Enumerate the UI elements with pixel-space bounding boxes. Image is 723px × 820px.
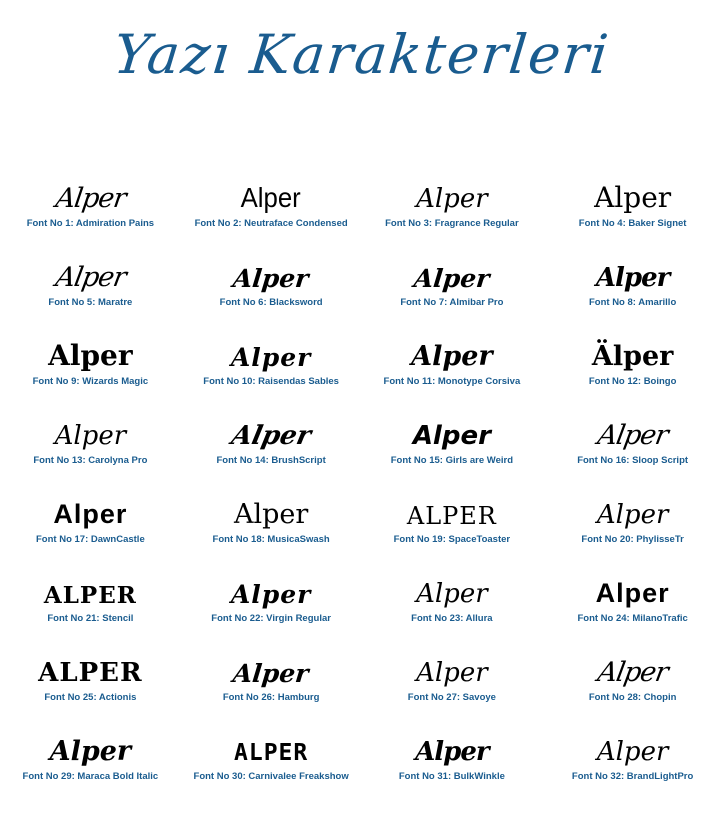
font-sample-text: Alper [595,578,670,608]
font-specimen-cell [0,545,181,624]
font-sample-text: Alper [416,579,488,609]
font-specimen-cell [542,387,723,466]
font-sample-text: Alper [53,183,128,214]
font-caption: Font No 18: MusicaSwash [212,534,330,545]
font-specimen-cell [362,703,543,782]
font-caption: Font No 25: Actionis [44,692,137,703]
font-caption: Font No 23: Allura [411,613,493,624]
page-header [0,0,723,108]
font-caption: Font No 10: Raisendas Sables [203,376,339,387]
font-caption: Font No 7: Almibar Pro [400,297,504,308]
font-specimen-cell [0,703,181,782]
font-caption: Font No 9: Wizards Magic [32,376,149,387]
font-caption: Font No 27: Savoye [407,692,496,703]
font-specimen-cell [181,387,362,466]
font-specimen-cell [542,466,723,545]
font-sample-text: Alper [230,343,312,372]
font-specimen-cell [542,150,723,229]
font-caption: Font No 8: Amarillo [588,297,677,308]
font-caption: Font No 12: Boingo [588,376,677,387]
font-specimen-cell [542,545,723,624]
font-sample-text: ALPER [406,502,497,530]
font-sample-text: Alper [596,737,669,767]
font-caption: Font No 21: Stencil [47,613,134,624]
font-sample-text: Alper [416,658,488,688]
font-sample-text: Alper [54,421,127,451]
font-caption: Font No 15: Girls are Weird [390,455,514,466]
font-sample-text: Alper [52,262,128,293]
font-sample-text: Alper [595,657,671,688]
font-specimen-cell [181,150,362,229]
font-caption: Font No 13: Carolyna Pro [33,455,148,466]
font-sample-text: Alper [594,181,672,214]
font-sample-text: Alper [241,182,302,213]
font-specimen-cell [181,703,362,782]
font-specimen-grid [0,150,723,782]
font-specimen-cell [362,308,543,387]
font-caption: Font No 28: Chopin [588,692,677,703]
font-sample-text: ALPER [43,582,137,609]
font-specimen-cell [542,229,723,308]
font-caption: Font No 1: Admiration Pains [26,218,155,229]
font-specimen-cell [0,150,181,229]
font-caption: Font No 2: Neutraface Condensed [194,218,348,229]
font-sample-text: Alper [411,341,493,372]
font-specimen-cell [362,466,543,545]
font-caption: Font No 5: Maratre [48,297,133,308]
font-specimen-cell [362,545,543,624]
font-caption: Font No 16: Sloop Script [577,455,689,466]
font-sample-text: Alper [48,339,133,372]
font-caption: Font No 32: BrandLightPro [571,771,694,782]
font-specimen-cell [362,229,543,308]
font-specimen-cell [181,624,362,703]
font-caption: Font No 3: Fragrance Regular [385,218,519,229]
font-sample-text: Alper [231,659,311,688]
font-sample-text: Alper [412,264,492,293]
font-specimen-cell [542,624,723,703]
font-sample-text: Alper [53,499,128,529]
font-caption: Font No 4: Baker Signet [578,218,687,229]
font-sample-text: Alper [233,499,309,530]
font-specimen-cell [181,308,362,387]
font-sample-text: Alper [231,264,311,293]
font-caption: Font No 14: BrushScript [216,455,326,466]
font-specimen-cell [181,229,362,308]
font-sample-text: Alper [230,580,312,609]
font-specimen-cell [181,466,362,545]
font-specimen-cell [362,150,543,229]
font-sample-text: Alper [49,736,132,767]
font-caption: Font No 11: Monotype Corsiva [383,376,521,387]
font-specimen-cell [0,387,181,466]
font-caption: Font No 30: Carnivalee Freakshow [193,771,349,782]
font-sample-text: Alper [228,421,314,451]
font-caption: Font No 17: DawnCastle [36,534,145,545]
font-specimen-cell [542,308,723,387]
font-specimen-cell [362,387,543,466]
font-specimen-cell [0,308,181,387]
font-sample-text: Alper [595,263,670,293]
font-sample-text: ALPER [234,740,309,766]
font-specimen-cell [362,624,543,703]
font-sample-text: Alper [412,421,491,451]
font-caption: Font No 29: Maraca Bold Italic [22,771,159,782]
font-sample-text: Alper [415,737,489,767]
font-caption: Font No 22: Virgin Regular [211,613,331,624]
font-caption: Font No 6: Blacksword [219,297,323,308]
font-sample-text: Alper [595,420,671,451]
font-sample-text: Alper [416,184,488,214]
font-caption: Font No 19: SpaceToaster [393,534,511,545]
font-sample-text: Älper [591,341,674,372]
font-sample-text: Alper [596,500,669,530]
font-specimen-cell [0,229,181,308]
font-specimen-cell [542,703,723,782]
font-caption: Font No 20: PhylisseTr [581,534,684,545]
font-specimen-cell [0,624,181,703]
font-caption: Font No 31: BulkWinkle [398,771,505,782]
page-title: Yazı Karakterleri [110,22,613,86]
font-specimen-cell [181,545,362,624]
font-caption: Font No 26: Hamburg [222,692,320,703]
font-sample-text: ALPER [38,658,143,688]
font-caption: Font No 24: MilanoTrafic [577,613,688,624]
font-specimen-cell [0,466,181,545]
